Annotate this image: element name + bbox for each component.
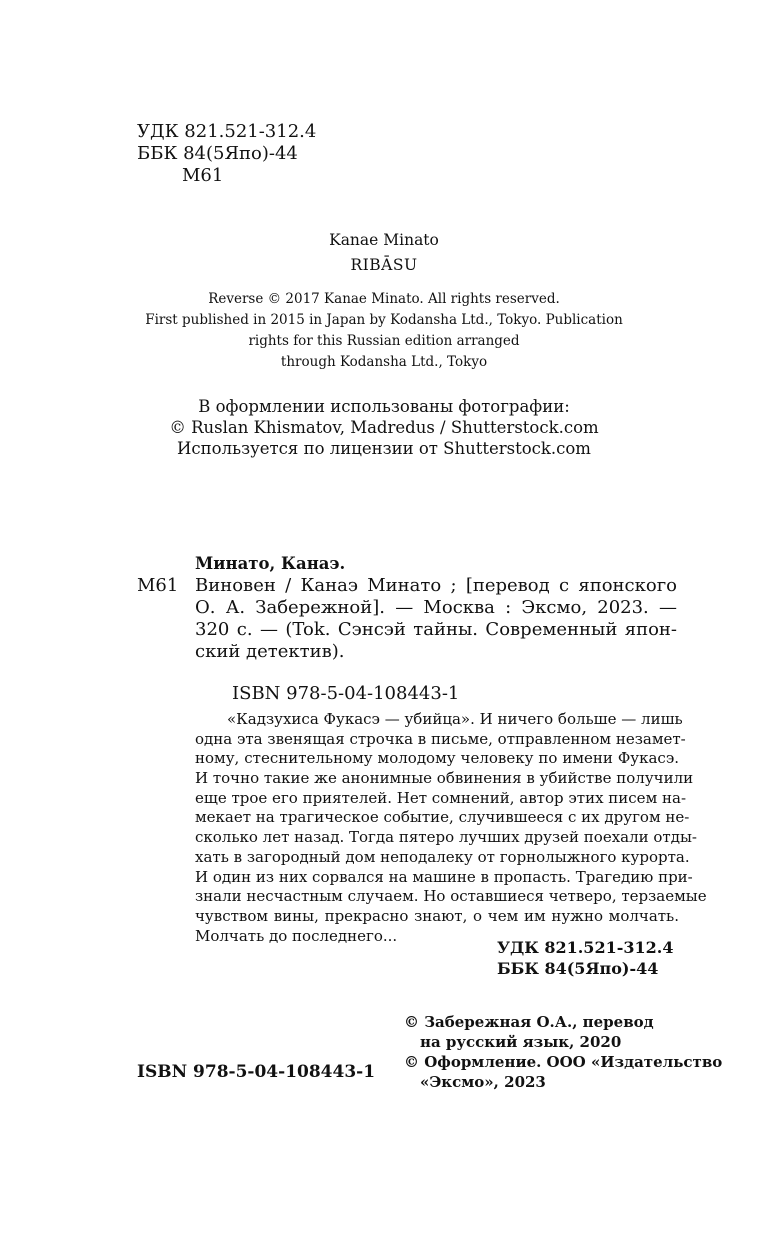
bottom-bbk-code: ББК 84(5Япо)-44 <box>497 959 659 978</box>
photo-credit-line: © Ruslan Khismatov, Madredus / Shutterstock.com <box>169 418 599 437</box>
isbn-bottom: ISBN 978-5-04-108443-1 <box>137 1062 376 1082</box>
annotation-line: Молчать до последнего... <box>195 926 398 945</box>
photo-credit-line: Используется по лицензии от Shutterstock.com <box>177 439 591 458</box>
copyright-translation: © Забережная О.А., перевод <box>404 1013 654 1031</box>
bibliography-code: М61 <box>137 575 179 596</box>
bottom-classification-codes <box>497 937 673 979</box>
photo-credit-line: В оформлении использованы фотографии: <box>198 397 570 416</box>
annotation-line: мекает на трагическое событие, случившееся с их другом не- <box>195 808 690 827</box>
rights-line: through Kodansha Ltd., Tokyo <box>280 354 488 370</box>
bibliography-line: 320 с. — (Tok. Сэнсэй тайны. Современный япон- <box>195 619 677 640</box>
udk-code: УДК 821.521-312.4 <box>137 121 317 142</box>
annotation-line: И точно такие же анонимные обвинения в убийстве получили <box>195 769 694 788</box>
photo-credits <box>0 396 768 459</box>
annotation-line: хать в загородный дом неподалеку от горнолыжного курорта. <box>195 847 690 866</box>
bbk-code: ББК 84(5Япо)-44 <box>137 143 298 164</box>
classification-codes <box>137 121 316 187</box>
annotation-line: еще трое его приятелей. Нет сомнений, автор этих писем на- <box>195 788 687 807</box>
original-author: Kanae Minato <box>329 231 439 249</box>
rights-line: Reverse © 2017 Kanae Minato. All rights reserved. <box>208 291 560 307</box>
bottom-udk-code: УДК 821.521-312.4 <box>497 938 674 957</box>
annotation-line: «Кадзухиса Фукасэ — убийца». И ничего больше — лишь <box>227 710 683 728</box>
bibliography-isbn: ISBN 978-5-04-108443-1 <box>232 683 460 704</box>
annotation-line: знали несчастным случаем. Но оставшиеся четверо, терзаемые <box>195 887 707 906</box>
bibliography-line: ский детектив). <box>195 641 345 662</box>
copyright-design: © Оформление. ООО «Издательство <box>404 1053 723 1071</box>
bibliography-heading: Минато, Канаэ. <box>195 554 346 573</box>
annotation-line: одна эта звенящая строчка в письме, отправленном незамет- <box>195 729 686 748</box>
author-mark: М61 <box>182 165 224 186</box>
annotation <box>195 710 707 946</box>
annotation-line: ному, стеснительному молодому человеку по имени Фукасэ. <box>195 749 679 768</box>
original-title: RIBĀSU <box>350 256 418 274</box>
copyright-design-cont: «Эксмо», 2023 <box>420 1073 546 1091</box>
rights-line: First published in 2015 in Japan by Kodansha Ltd., Tokyo. Publication <box>145 312 623 328</box>
annotation-line: сколько лет назад. Тогда пятеро лучших друзей поехали отды- <box>195 828 697 847</box>
bibliography-line: Виновен / Канаэ Минато ; [перевод с японского <box>195 575 677 596</box>
bibliography-line: О. А. Забережной]. — Москва : Эксмо, 2023. — <box>195 597 677 618</box>
bibliography-description <box>195 575 677 663</box>
copyright-notice <box>404 1012 722 1092</box>
rights-line: rights for this Russian edition arranged <box>248 333 520 349</box>
annotation-line: И один из них сорвался на машине в пропасть. Трагедию при- <box>195 867 693 886</box>
annotation-line: чувством вины, прекрасно знают, о чем им нужно молчать. <box>195 906 679 925</box>
rights-notice <box>0 289 768 373</box>
copyright-translation-cont: на русский язык, 2020 <box>420 1033 622 1051</box>
